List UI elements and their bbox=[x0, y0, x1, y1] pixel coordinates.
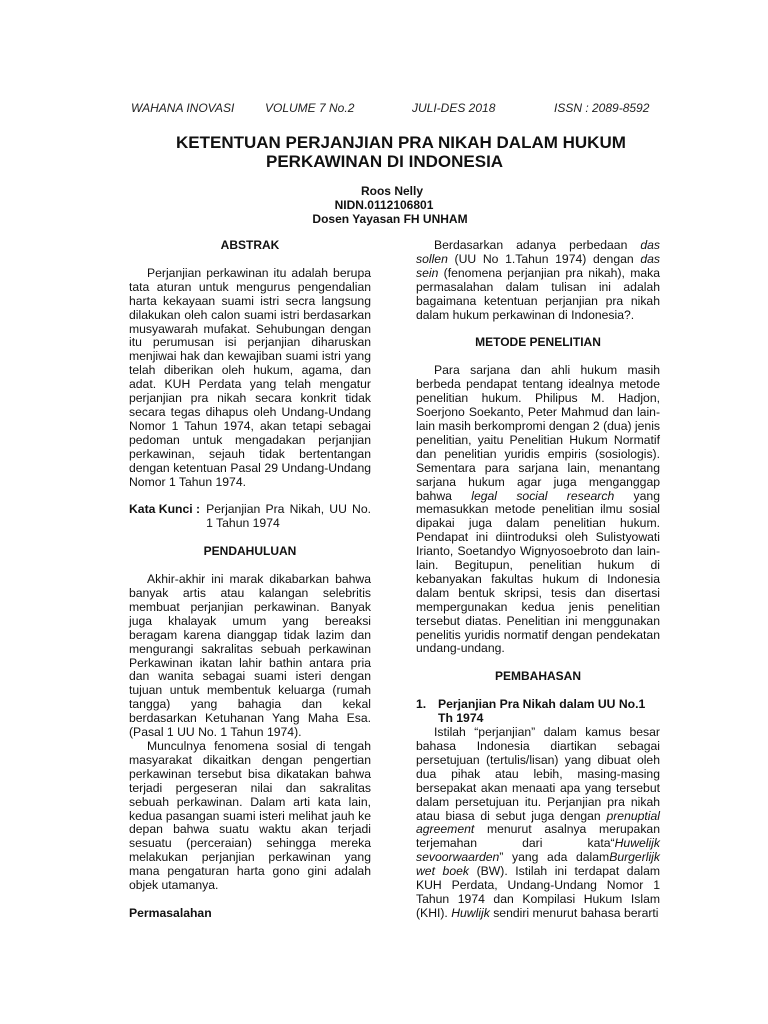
problem-paragraph: Berdasarkan adanya perbedaan das sollen (UU No 1.Tahun 1974) dengan das sein (fenomena perjanjian pra nikah), maka permasalahan dalam tulisan ini adalah bagaimana ketentuan perjanjian pra nikah dalam hukum perkawinan di Indonesia?. bbox=[416, 238, 660, 322]
author-block bbox=[0, 184, 768, 226]
subsection-title: Perjanjian Pra Nikah dalam UU No.1 Th 1974 bbox=[438, 697, 646, 726]
intro-heading: PENDAHULUAN bbox=[203, 544, 297, 559]
method-heading: METODE PENELITIAN bbox=[475, 335, 601, 350]
keywords-text: Perjanjian Pra Nikah, UU No. 1 Tahun 1974 bbox=[206, 502, 371, 531]
intro-paragraph-1: Akhir-akhir ini marak dikabarkan bahwa banyak artis atau kalangan selebritis membuat perjanjian perkawinan. Banyak juga khalayak umum yang bereaksi beragam karena dianggap tidak lazim dan mengurangi sakralitas sebuah perkawinan Perkawinan ikatan lahir bathin antara pria dan wanita sebagai suami isteri dengan tujuan untuk membentuk keluarga (rumah tangga) yang bahagia dan kekal berdasarkan Ketuhanan Yang Maha Esa. (Pasal 1 UU No. 1 Tahun 1974). bbox=[129, 572, 371, 740]
das-sein-term: das sein bbox=[416, 251, 660, 280]
right-column bbox=[416, 239, 660, 921]
paper-title-line-1: KETENTUAN PERJANJIAN PRA NIKAH DALAM HUKUM bbox=[176, 133, 626, 152]
author-name: Roos Nelly bbox=[360, 184, 423, 198]
das-sollen-term: das sollen bbox=[416, 238, 660, 266]
subsection-number: 1. bbox=[416, 697, 427, 712]
keywords-label: Kata Kunci : bbox=[129, 502, 201, 517]
left-column bbox=[129, 239, 371, 921]
journal-period: JULI-DES 2018 bbox=[412, 101, 496, 115]
paper-title bbox=[150, 133, 670, 171]
journal-name: WAHANA INOVASI bbox=[131, 101, 235, 115]
subsection-heading bbox=[416, 698, 660, 726]
paper-title-line-2: PERKAWINAN DI INDONESIA bbox=[266, 152, 504, 171]
journal-volume: VOLUME 7 No.2 bbox=[265, 101, 355, 115]
abstract-heading: ABSTRAK bbox=[220, 238, 280, 252]
method-paragraph: Para sarjana dan ahli hukum masih berbeda pendapat tentang idealnya metode penelitian hukum. Philipus M. Hadjon, Soerjono Soekanto, Peter Mahmud dan lain-lain masih berkompromi dengan 2 (dua) jenis penelitian, yaitu Penelitian Hukum Normatif dan penelitian yuridis empiris (sosiologis). Sementara para sarjana lain, menantang sarjana hukum agar juga menganggap bahwa legal social research yang memasukkan metode penelitian ilmu sosial dipakai juga dalam penelitian hukum. Pendapat ini diintroduksi oleh Sulistyowati Irianto, Soetandyo Wignyosoebroto dan lain-lain. Begitupun, penelitian hukum di kebanyakan fakultas hukum di Indonesia dalam bentuk skripsi, tesis dan disertasi mempergunakan kedua jenis penelitian tersebut diatas. Penelitian ini menggunakan penelitis yuridis normatif dengan pendekatan undang-undang. bbox=[416, 363, 660, 656]
author-affiliation: Dosen Yayasan FH UNHAM bbox=[312, 212, 468, 226]
author-nidn: NIDN.0112106801 bbox=[334, 198, 434, 212]
discussion-heading: PEMBAHASAN bbox=[494, 669, 581, 684]
legal-social-research-term: legal social research bbox=[471, 488, 615, 503]
journal-issn: ISSN : 2089-8592 bbox=[554, 101, 650, 115]
problem-heading: Permasalahan bbox=[129, 905, 212, 920]
discussion-paragraph: Istilah “perjanjian” dalam kamus besar bahasa Indonesia diartikan sebagai persetujuan (tertulis/lisan) yang dibuat oleh dua pihak atau lebih, masing-masing bersepakat akan menaati apa yang tersebut dalam persetujuan itu. Perjanjian pra nikah atau biasa di sebut juga dengan prenuptial agreement menurut asalnya merupakan terjemahan dari kata“Huwelijk sevoorwaarden” yang ada dalamBurgerlijk wet boek (BW). Istilah ini terdapat dalam KUH Perdata, Undang-Undang Nomor 1 Tahun 1974 dan Kompilasi Hukum Islam (KHI). Huwlijk sendiri menurut bahasa berarti bbox=[416, 725, 660, 920]
keywords bbox=[129, 503, 371, 531]
intro-paragraph-2: Munculnya fenomena sosial di tengah masyarakat dikaitkan dengan pengertian perkawinan tersebut bisa dikatakan bahwa terjadi pergeseran nilai dan sakralitas sebuah perkawinan. Dalam arti kata lain, kedua pasangan suami isteri melihat jauh ke depan bahwa suatu waktu akan terjadi sesuatu (perceraian) sehingga mereka melakukan perjanjian perkawinan yang mana pengaturan harta gono gini adalah objek utamanya. bbox=[129, 739, 371, 893]
abstract-text: Perjanjian perkawinan itu adalah berupa tata aturan untuk mengurus pengendalian harta kekayaan suami istri secra langsung dilakukan oleh calon suami istri berdasarkan musyawarah mufakat. Sehubungan dengan itu perumusan isi perjanjian diharuskan menjiwai hak dan kewajiban suami istri yang telah diberikan oleh hukum, agama, dan adat. KUH Perdata yang telah mengatur perjanjian pra nikah secara konkrit tidak secara tegas dihapus oleh Undang-Undang Nomor 1 Tahun 1974, akan tetapi sebagai pedoman untuk mengadakan perjanjian perkawinan, sejauh tidak bertentangan dengan ketentuan Pasal 29 Undang-Undang Nomor 1 Tahun 1974. bbox=[129, 265, 371, 489]
